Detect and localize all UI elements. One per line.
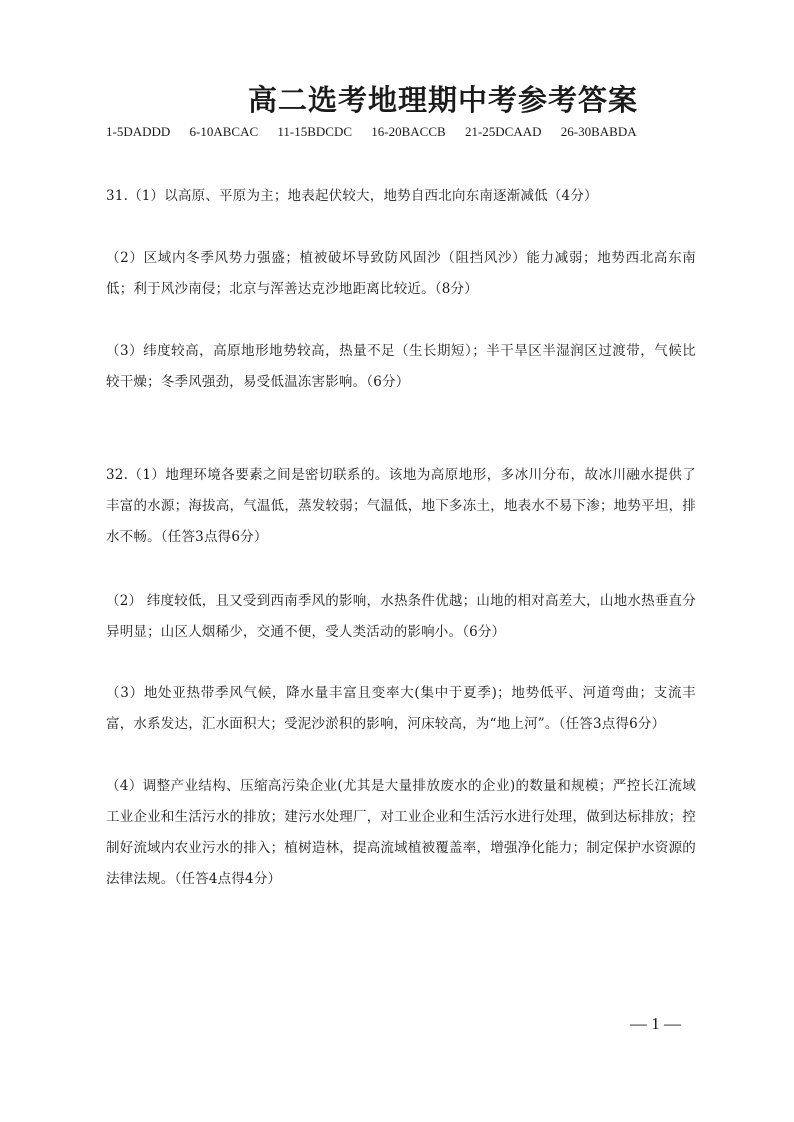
answer-group: 11-15BDCDC <box>277 124 353 139</box>
answer-group: 6-10ABCAC <box>189 124 259 139</box>
answer-31-part-3: （3）纬度较高，高原地形地势较高，热量不足（生长期短）；半干旱区半湿润区过渡带，气候比较干燥；冬季风强劲，易受低温冻害影响。（6分） <box>106 343 696 390</box>
answer-group: 21-25DCAAD <box>464 124 542 139</box>
multiple-choice-answer-key <box>106 124 651 140</box>
answer-31-part-2: （2）区域内冬季风势力强盛；植被破坏导致防风固沙（阻挡风沙）能力减弱；地势西北高东南低；利于风沙南侵；北京与浑善达克沙地距离比较近。（8分） <box>106 250 696 297</box>
answer-32-part-3: （3）地处亚热带季风气候，降水量丰富且变率大(集中于夏季)；地势低平、河道弯曲；支流丰富，水系发达，汇水面积大；受泥沙淤积的影响，河床较高，为“地上河”。（任答3点得6分） <box>106 685 696 732</box>
answer-group: 26-30BABDA <box>560 124 637 139</box>
answer-group: 1-5DADDD <box>106 124 171 139</box>
answer-group: 16-20BACCB <box>371 124 446 139</box>
page-title: 高二选考地理期中考参考答案 <box>248 83 639 117</box>
answer-32-part-4: （4）调整产业结构、压缩高污染企业(尤其是大量排放废水的企业)的数量和规模；严控长江流域工业企业和生活污水的排放；建污水处理厂，对工业企业和生活污水进行处理，做到达标排放；控制好流域内农业污水的排入；植树造林，提高流域植被覆盖率，增强净化能力；制定保护水资源的法律法规。（任答4点得4分） <box>106 778 696 887</box>
answer-32-part-1: 32.（1）地理环境各要素之间是密切联系的。该地为高原地形，多冰川分布，故冰川融水提供了丰富的水源；海拔高，气温低，蒸发较弱；气温低，地下多冻土，地表水不易下渗；地势平坦，排水不畅。（任答3点得6分） <box>106 467 696 545</box>
answer-32-part-2: （2） 纬度较低，且又受到西南季风的影响，水热条件优越；山地的相对高差大，山地水热垂直分异明显；山区人烟稀少，交通不便，受人类活动的影响小。（6分） <box>106 593 696 640</box>
answer-31-part-1: 31.（1）以高原、平原为主；地表起伏较大，地势自西北向东南逐渐减低（4分） <box>106 188 598 204</box>
page-number: — 1 — <box>630 1014 681 1033</box>
